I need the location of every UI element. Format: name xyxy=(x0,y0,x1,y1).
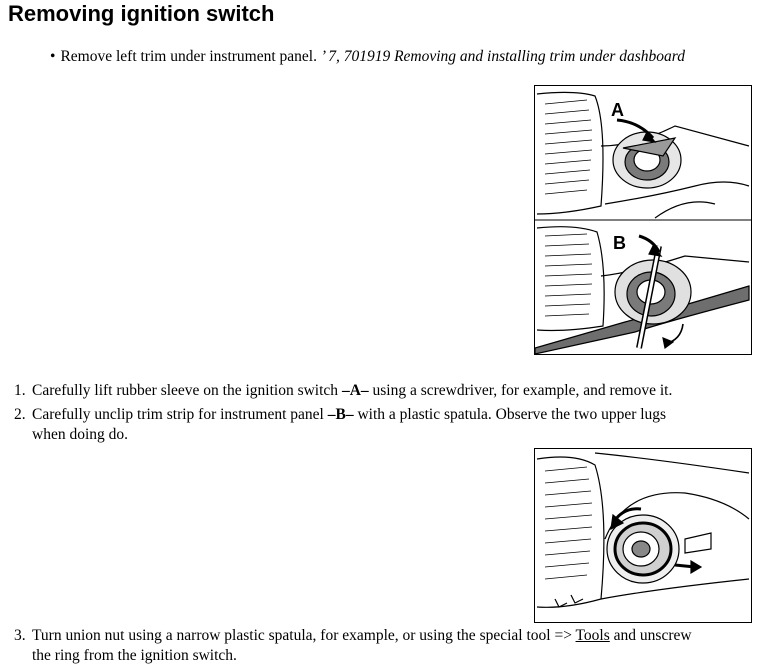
union-nut-drawing xyxy=(535,449,751,622)
step-1 xyxy=(14,381,672,401)
page-title: Removing ignition switch xyxy=(8,1,275,26)
cross-reference-symbol: ’ xyxy=(320,48,325,65)
step-text: and unscrew xyxy=(609,627,692,644)
step-continuation: the ring from the ignition switch. xyxy=(32,647,237,664)
trim-strip-panel xyxy=(535,227,749,354)
reference-label: –B– xyxy=(327,406,354,423)
callout-b-label: B xyxy=(613,233,626,253)
step-text: Carefully unclip trim strip for instrument panel xyxy=(32,406,328,423)
step-text: Turn union nut using a narrow plastic spatula, for example, or using the special tool => xyxy=(32,627,576,644)
step-2 xyxy=(14,405,734,445)
rubber-sleeve-panel xyxy=(537,92,749,218)
step-text: with a plastic spatula. Observe the two upper lugs xyxy=(353,406,667,423)
step-number: 1. xyxy=(14,382,26,399)
bullet-dot: • xyxy=(50,48,56,65)
step-number: 3. xyxy=(14,627,26,644)
step-text: using a screwdriver, for example, and remove it. xyxy=(368,382,673,399)
cross-reference-link[interactable]: 7, 701919 Removing and installing trim under dashboard xyxy=(324,48,685,65)
step-3 xyxy=(14,626,749,666)
ignition-trim-illustration xyxy=(534,85,752,355)
instruction-bullet xyxy=(50,47,685,67)
union-nut-illustration xyxy=(534,448,752,623)
bullet-text: Remove left trim under instrument panel. xyxy=(60,48,321,65)
tools-link[interactable]: Tools xyxy=(575,627,610,644)
step-text: Carefully lift rubber sleeve on the ignition switch xyxy=(32,382,342,399)
reference-label: –A– xyxy=(341,382,369,399)
callout-a-label: A xyxy=(611,100,624,120)
ignition-trim-drawing xyxy=(535,86,751,354)
step-number: 2. xyxy=(14,406,26,423)
step-continuation: when doing do. xyxy=(32,426,129,443)
